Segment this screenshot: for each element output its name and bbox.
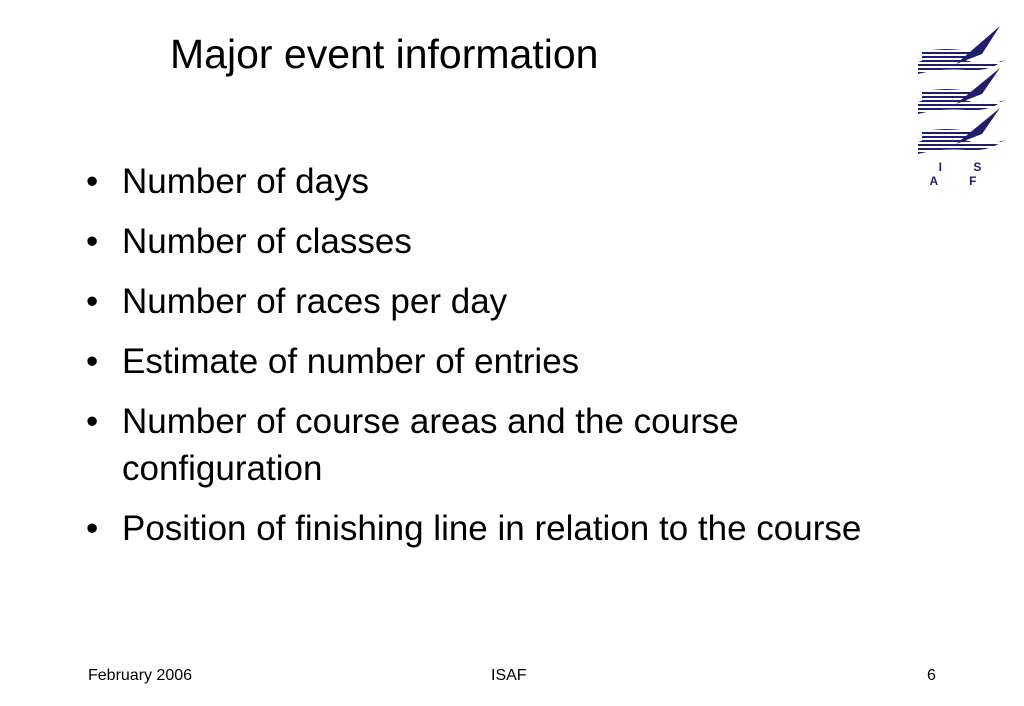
bullet-list: [86, 158, 886, 565]
bullet-text: Estimate of number of entries: [122, 342, 580, 381]
bullet-dot: •: [86, 222, 99, 261]
logo-text: I S A F: [929, 160, 996, 188]
bullet-item: [86, 278, 886, 325]
page-number: 6: [927, 667, 936, 684]
bullet-text: Number of course areas and the course configuration: [122, 402, 739, 488]
bullet-dot: •: [86, 342, 99, 381]
bullet-dot: •: [86, 509, 99, 548]
bullet-dot: •: [86, 282, 99, 321]
footer-date: February 2006: [88, 667, 193, 684]
bullet-item: [86, 505, 886, 552]
isaf-sails-icon: [912, 24, 1008, 158]
bullet-text: Position of finishing line in relation to the course: [122, 509, 862, 548]
bullet-text: Number of races per day: [122, 282, 508, 321]
footer-organization: ISAF: [491, 667, 527, 684]
bullet-text: Number of days: [122, 162, 370, 201]
isaf-logo: [912, 24, 1008, 188]
bullet-item: [86, 218, 886, 265]
bullet-item: [86, 338, 886, 385]
bullet-dot: •: [86, 402, 99, 441]
bullet-text: Number of classes: [122, 222, 412, 261]
bullet-dot: •: [86, 162, 99, 201]
slide-title: Major event information: [170, 31, 599, 77]
bullet-item: [86, 158, 886, 205]
bullet-item: [86, 398, 886, 492]
